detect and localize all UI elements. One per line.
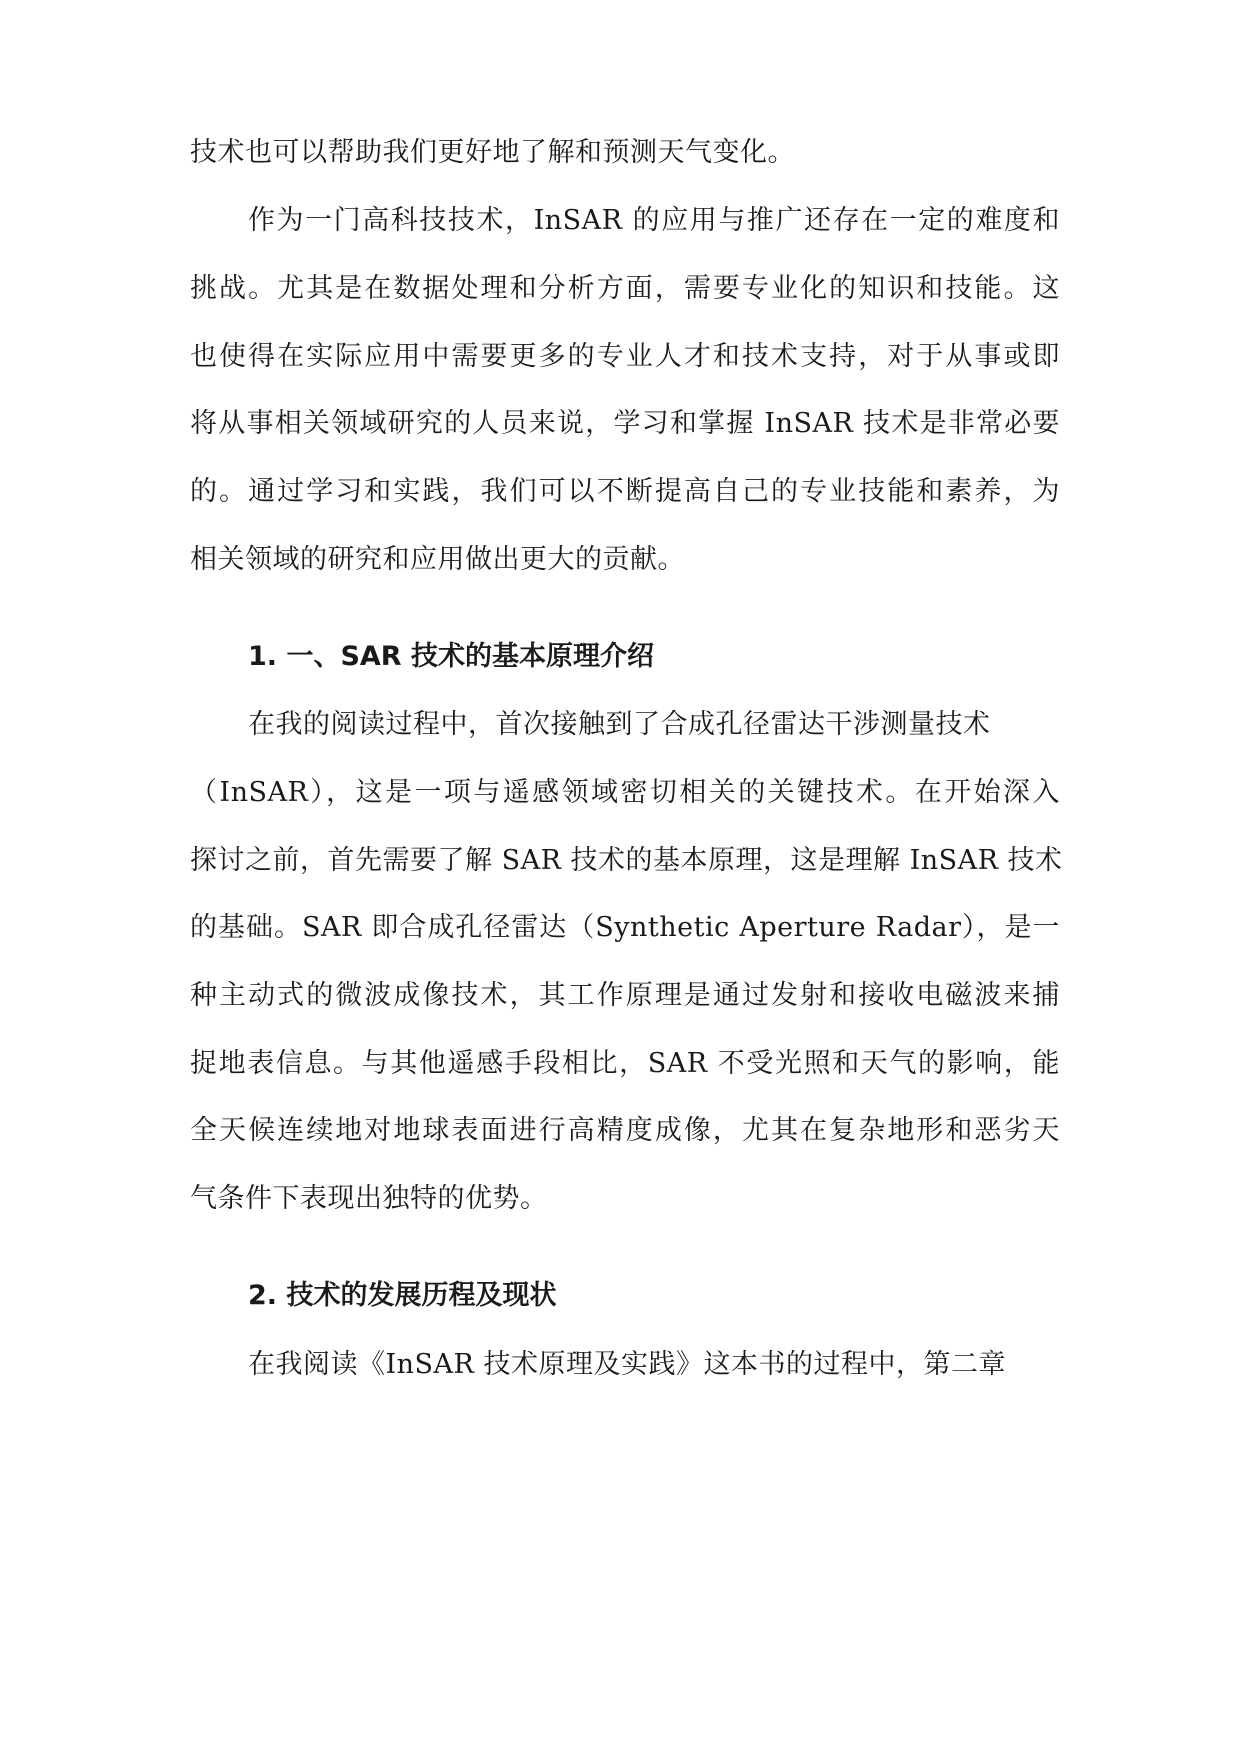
section-heading: 2. 技术的发展历程及现状 <box>248 1280 557 1311</box>
paragraph-line: 种主动式的微波成像技术，其工作原理是通过发射和接收电磁波来捕 <box>190 980 1060 1011</box>
paragraph-line: 挑战。尤其是在数据处理和分析方面，需要专业化的知识和技能。这 <box>190 273 1060 304</box>
section-heading: 1. 一、SAR 技术的基本原理介绍 <box>248 641 654 672</box>
paragraph-line: 探讨之前，首先需要了解 SAR 技术的基本原理，这是理解 InSAR 技术 <box>190 845 1063 876</box>
paragraph-line: 的基础。SAR 即合成孔径雷达（Synthetic Aperture Radar），是一 <box>190 912 1060 943</box>
paragraph-line: （InSAR），这是一项与遥感领域密切相关的关键技术。在开始深入 <box>190 777 1060 808</box>
paragraph-line: 也使得在实际应用中需要更多的专业人才和技术支持，对于从事或即 <box>190 341 1060 372</box>
paragraph-line: 将从事相关领域研究的人员来说，学习和掌握 InSAR 技术是非常必要 <box>190 408 1060 439</box>
paragraph-line: 全天候连续地对地球表面进行高精度成像，尤其在复杂地形和恶劣天 <box>190 1115 1060 1146</box>
paragraph-line: 的。通过学习和实践，我们可以不断提高自己的专业技能和素养，为 <box>190 476 1060 507</box>
paragraph-line: 技术也可以帮助我们更好地了解和预测天气变化。 <box>190 137 795 168</box>
paragraph-line: 在我阅读《InSAR 技术原理及实践》这本书的过程中，第二章 <box>248 1349 1006 1380</box>
paragraph-line: 相关领域的研究和应用做出更大的贡献。 <box>190 544 685 575</box>
paragraph-line: 在我的阅读过程中，首次接触到了合成孔径雷达干涉测量技术 <box>248 709 991 740</box>
paragraph-line: 气条件下表现出独特的优势。 <box>190 1183 548 1214</box>
paragraph-line: 作为一门高科技技术，InSAR 的应用与推广还存在一定的难度和 <box>248 205 1060 236</box>
paragraph-line: 捉地表信息。与其他遥感手段相比，SAR 不受光照和天气的影响，能 <box>190 1048 1060 1079</box>
